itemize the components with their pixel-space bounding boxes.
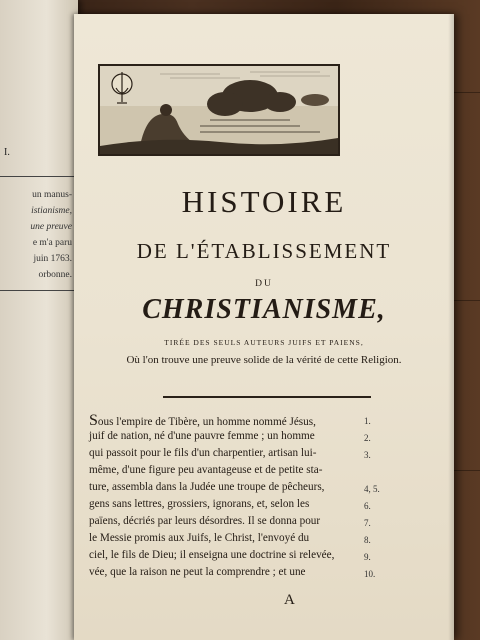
woodcut-illustration — [100, 66, 338, 154]
body-line — [89, 412, 316, 430]
body-line: juif de nation, né d'une pauvre femme ; un homme — [89, 430, 315, 442]
body-line: ture, assembla dans la Judée une troupe de pêcheurs, — [89, 481, 325, 493]
margin-number: 3. — [364, 450, 371, 460]
body-line: qui passoit pour le fils d'un charpentier, artisan lui- — [89, 447, 317, 459]
margin-number: 6. — [364, 501, 371, 511]
body-line: même, d'une figure peu avantageuse et de petite sta- — [89, 464, 323, 476]
body-line: le Messie promis aux Juifs, le Christ, l'envoyé du — [89, 532, 310, 544]
title-du: DU — [255, 279, 273, 289]
page-edge-shadow — [448, 14, 454, 640]
left-page-line: une preuve — [30, 222, 72, 232]
body-line: gens sans lettres, grossiers, ignorans, et, selon les — [89, 498, 310, 510]
subtitle-sources: TIRÉE DES SEULS AUTEURS JUIFS ET PAIENS, — [164, 338, 364, 347]
left-page — [0, 0, 78, 640]
margin-number: 7. — [364, 518, 371, 528]
woodcut-vignette — [98, 64, 340, 156]
drop-cap: S — [89, 412, 98, 429]
subtitle-preuve: Où l'on trouve une preuve solide de la vérité de cette Religion. — [126, 354, 402, 366]
body-line: vée, que la raison ne peut la comprendre ; et une — [89, 566, 306, 578]
ornamental-rule — [163, 396, 371, 398]
title-etablissement: DE L'ÉTABLISSEMENT — [136, 239, 392, 263]
margin-number: 8. — [364, 535, 371, 545]
left-page-mark: I. — [4, 147, 10, 158]
margin-number: 9. — [364, 552, 371, 562]
left-page-line: un manus- — [32, 190, 72, 200]
book-page — [74, 14, 454, 640]
title-christianisme: CHRISTIANISME, — [142, 294, 386, 325]
body-line-text: ous l'empire de Tibère, un homme nommé Jésus, — [97, 416, 316, 428]
margin-number: 10. — [364, 569, 376, 579]
left-page-line: e m'a paru — [32, 238, 72, 248]
left-page-line: orbonne. — [38, 270, 72, 280]
left-page-line: juin 1763. — [33, 254, 72, 264]
margin-number: 4, 5. — [364, 484, 380, 494]
margin-number: 1. — [364, 416, 371, 426]
title-histoire: HISTOIRE — [181, 184, 347, 219]
body-line: païens, décriés par leurs désordres. Il se donna pour — [89, 515, 321, 527]
left-page-rule — [0, 290, 76, 291]
margin-number: 2. — [364, 433, 371, 443]
left-page-line: istianisme, — [31, 206, 72, 216]
body-line: ciel, le fils de Dieu; il enseigna une doctrine si relevée, — [89, 549, 335, 561]
signature-mark: A — [284, 592, 295, 608]
left-page-rule — [0, 176, 76, 177]
